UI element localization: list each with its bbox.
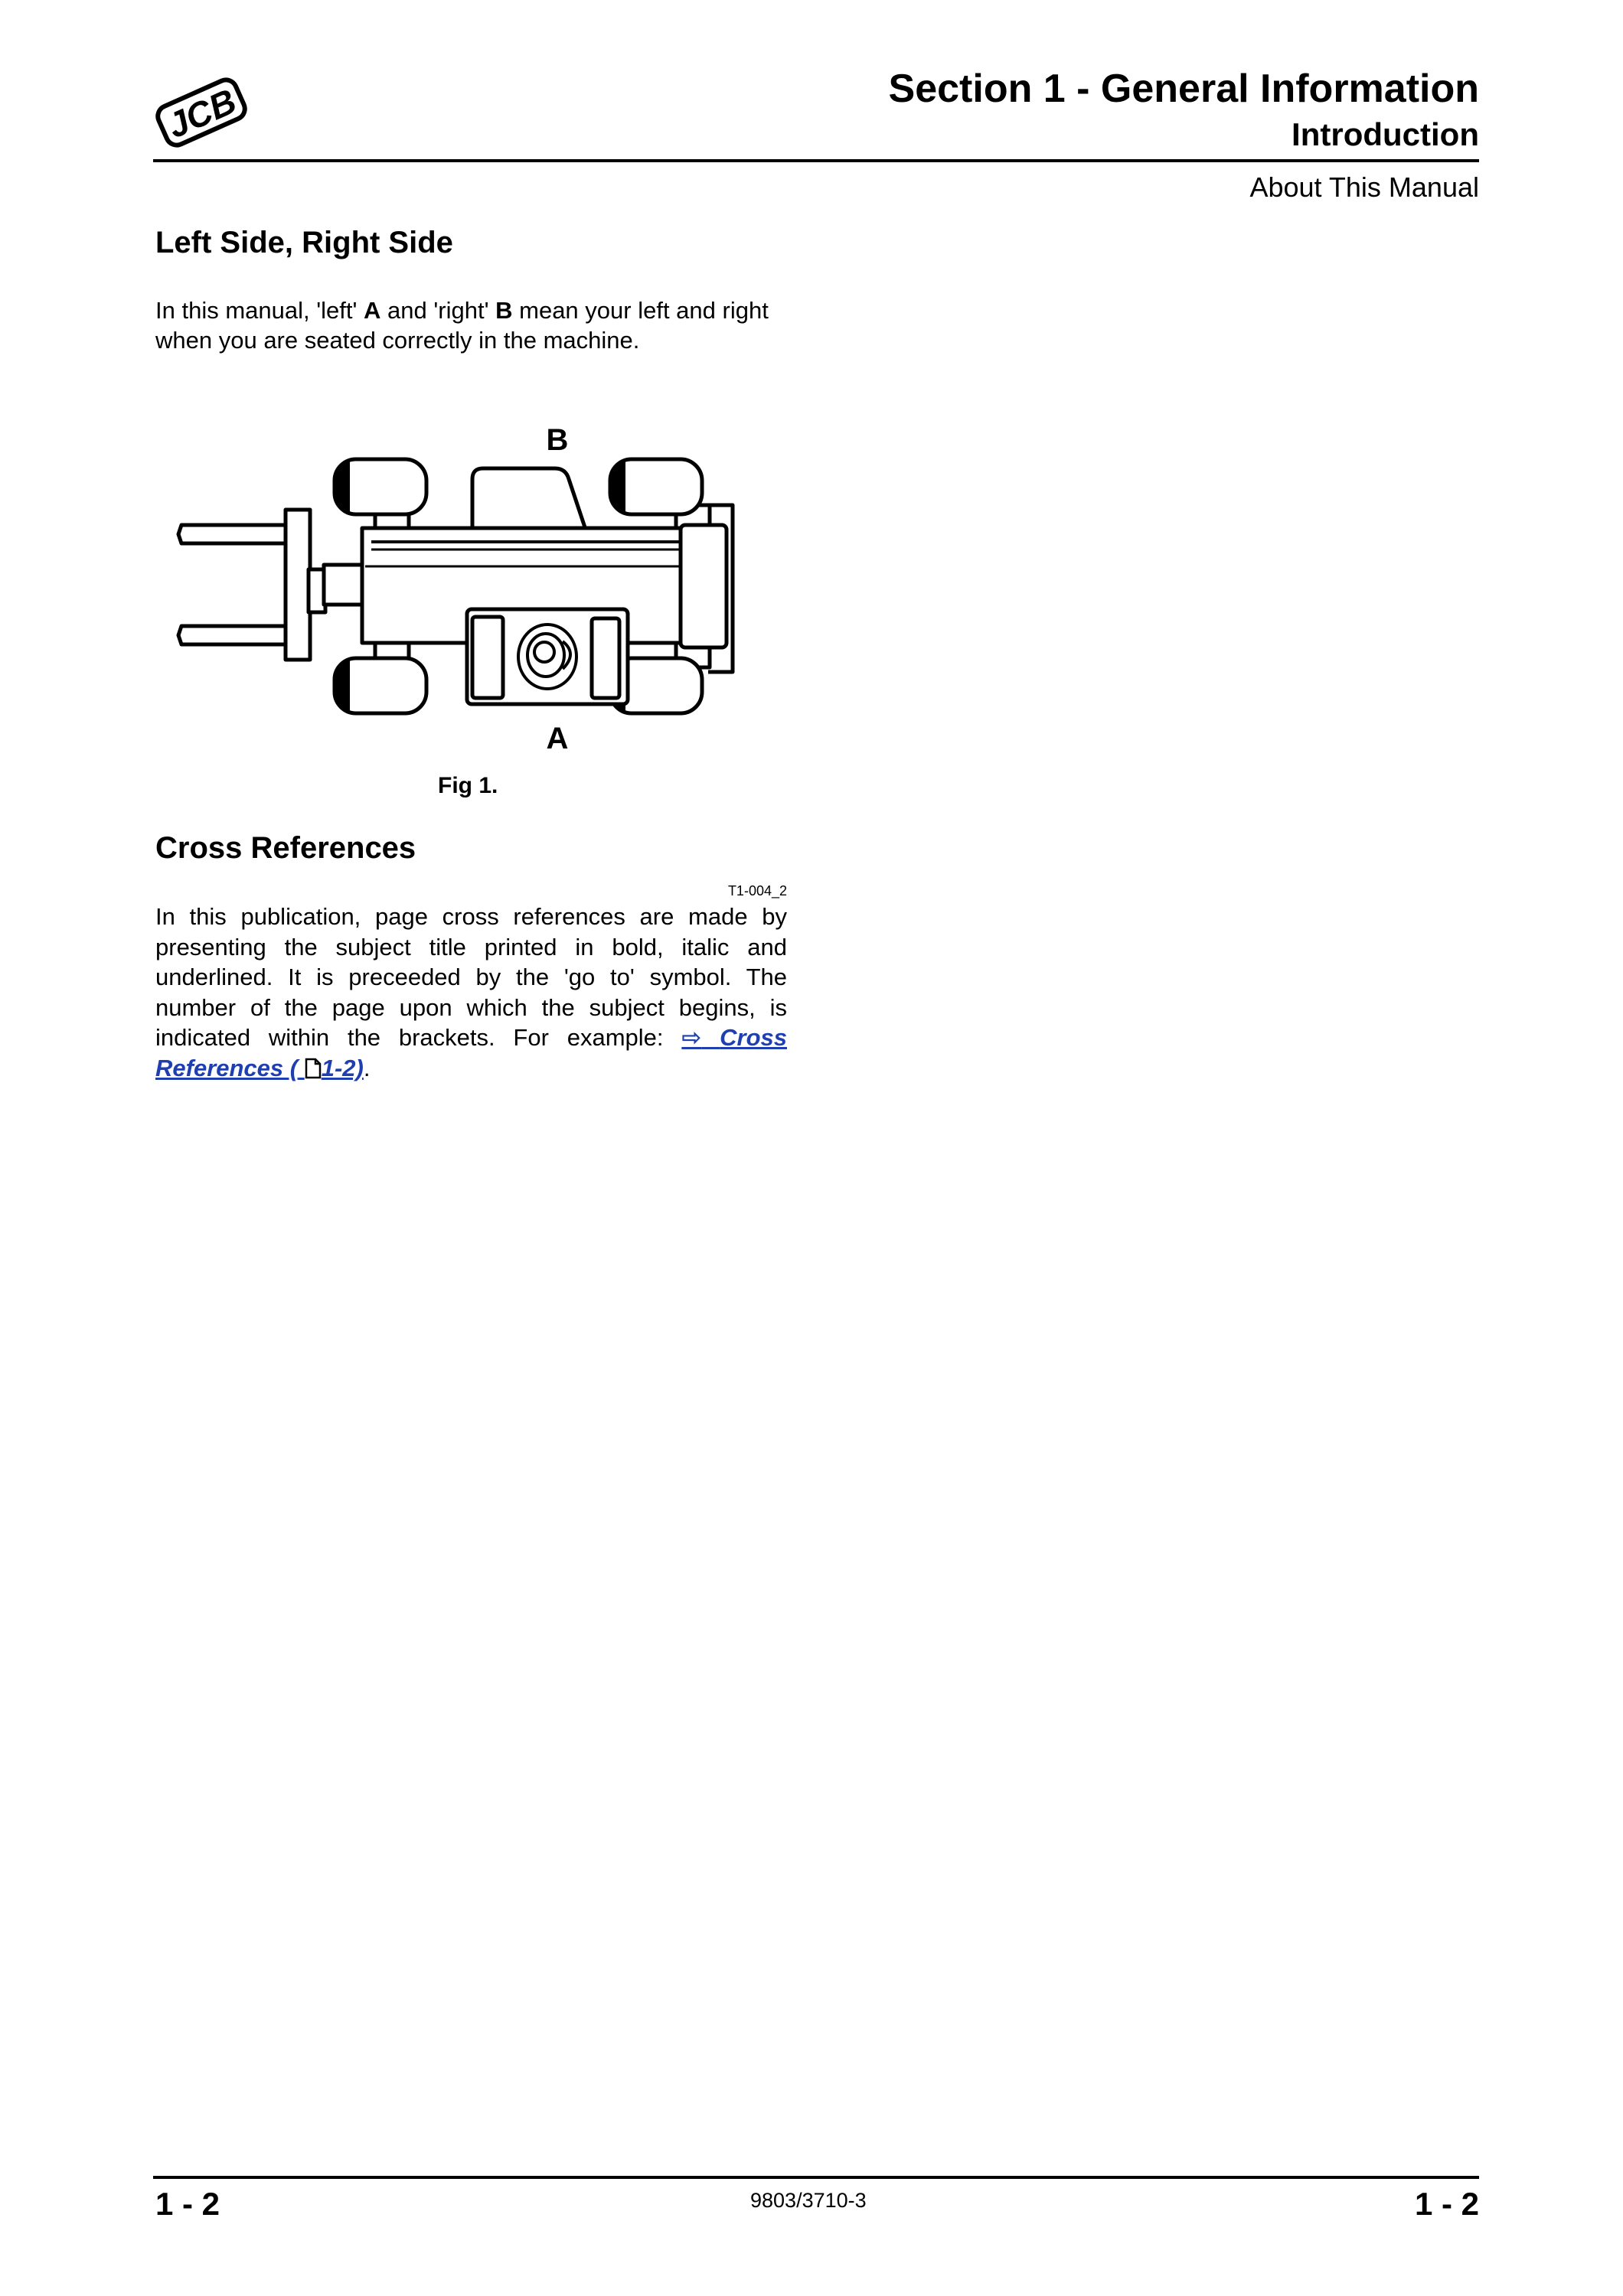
page-number-left: 1 - 2 <box>155 2186 220 2222</box>
left-right-heading: Left Side, Right Side <box>155 226 453 259</box>
section-title: Section 1 - General Information <box>888 67 1479 111</box>
chapter-title: Introduction <box>1292 116 1479 152</box>
left-right-paragraph: In this manual, 'left' A and 'right' B mean your left and right when you are seated correctly in the machine. <box>155 297 769 354</box>
reference-code: T1-004_2 <box>727 883 787 899</box>
cross-references-heading: Cross References <box>155 831 416 865</box>
header-divider <box>153 159 1479 162</box>
label-a: A <box>546 722 569 755</box>
subsection-title: About This Manual <box>1249 171 1479 203</box>
page-number-right: 1 - 2 <box>1414 2186 1479 2222</box>
goto-arrow-icon: ⇨ <box>681 1024 702 1051</box>
footer-divider <box>153 2176 1479 2179</box>
document-number: 9803/3710-3 <box>750 2189 867 2212</box>
machine-top-view-figure <box>172 413 777 758</box>
figure-caption: Fig 1. <box>438 773 498 798</box>
label-b: B <box>546 423 569 457</box>
page-icon <box>305 1056 322 1087</box>
jcb-logo <box>153 70 250 155</box>
cross-references-link[interactable]: ⇨ Cross References ( 1-2) <box>155 1024 787 1081</box>
svg-text:JCB: JCB <box>161 80 243 146</box>
cross-references-paragraph: In this publication, page cross references are made by presenting the subject title printed in bold, italic and underlined. It is preceeded by the 'go to' symbol. The number of the page upon which the subject begins, is indicated within the brackets. For example: ⇨ Cross References ( 1-2). <box>155 902 787 1086</box>
